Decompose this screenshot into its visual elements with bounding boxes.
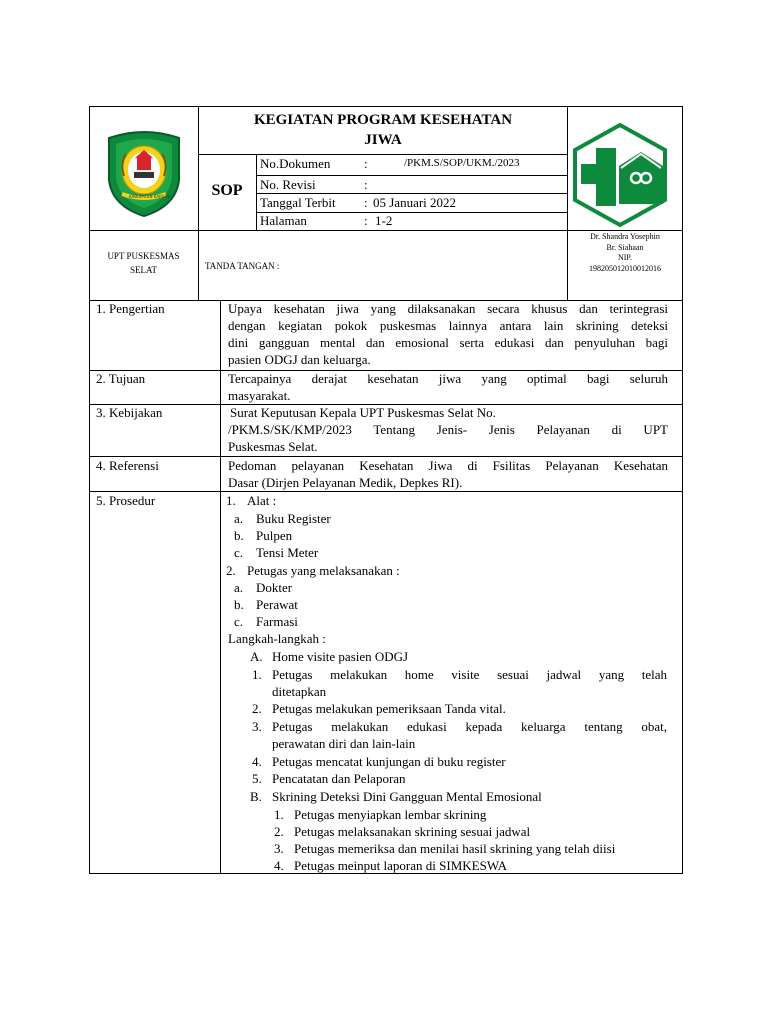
alat-item: Buku Register xyxy=(256,511,331,526)
doc-number-label: No.Dokumen xyxy=(260,156,331,171)
emblem-banner-text: KABUPATEN KAPUAS xyxy=(129,194,170,199)
revision-label: No. Revisi xyxy=(260,177,316,192)
petugas-title: Petugas yang melaksanakan : xyxy=(247,563,400,578)
tujuan-line: masyarakat. xyxy=(228,388,291,403)
petugas-item-marker: b. xyxy=(234,597,244,612)
a-step: Petugas melakukan home visite sesuai jadwal yang telah xyxy=(272,667,667,682)
pengertian-line: pasien ODGJ dan keluarga. xyxy=(228,352,371,367)
a-step: Petugas mencatat kunjungan di buku register xyxy=(272,754,506,769)
a-step-marker: 5. xyxy=(252,771,262,786)
signer-nip-label: NIP. xyxy=(617,253,632,262)
signer-nip: 198205012010012016 xyxy=(589,263,661,273)
alat-item-marker: a. xyxy=(234,511,244,526)
referensi-line: Pedoman pelayanan Kesehatan Jiwa di Fsilitas Pelayanan Kesehatan xyxy=(228,458,668,473)
tujuan-label: 2. Tujuan xyxy=(96,371,146,386)
langkah-title: Langkah-langkah : xyxy=(228,631,326,646)
pengertian-line: dini gangguan mental dan emosional serta edukasi dan penyuluhan bagi xyxy=(228,335,668,350)
b-step: Petugas memeriksa dan menilai hasil skrining yang telah diisi xyxy=(294,841,616,856)
doc-number-value: /PKM.S/SOP/UKM./2023 xyxy=(404,157,520,169)
puskesmas-logo xyxy=(569,122,671,228)
page-value: 1-2 xyxy=(375,213,393,228)
page-label: Halaman xyxy=(260,213,307,228)
kebijakan-line: Puskesmas Selat. xyxy=(228,439,318,454)
a-step-marker: 2. xyxy=(252,701,262,716)
petugas-item: Dokter xyxy=(256,580,293,595)
alat-item-marker: c. xyxy=(234,545,244,560)
tujuan-line: Tercapainya derajat kesehatan jiwa yang optimal bagi seluruh xyxy=(228,371,668,386)
issue-date-label: Tanggal Terbit xyxy=(260,195,336,210)
pengertian-line: dengan kegiatan pokok puskesmas lainnya antara lain skrining deteksi xyxy=(228,318,668,333)
revision-colon: : xyxy=(364,177,368,192)
a-step-marker: 3. xyxy=(252,719,262,734)
kebijakan-line: Surat Keputusan Kepala UPT Puskesmas Selat No. xyxy=(230,405,496,420)
petugas-item-marker: c. xyxy=(234,614,244,629)
regional-emblem-logo xyxy=(104,128,184,218)
referensi-label: 4. Referensi xyxy=(96,458,159,473)
b-step-marker: 4. xyxy=(274,858,284,873)
alat-item: Tensi Meter xyxy=(256,545,319,560)
page-colon: : xyxy=(364,213,368,228)
signer-block xyxy=(567,232,683,274)
signer-name-cont: Br. Siahaan xyxy=(606,242,644,252)
a-step-marker: 1. xyxy=(252,667,262,682)
petugas-item: Farmasi xyxy=(256,614,298,629)
section-b-marker: B. xyxy=(250,789,262,804)
b-step: Petugas melaksanakan skrining sesuai jadwal xyxy=(294,824,531,839)
issue-date-value: 05 Januari 2022 xyxy=(373,195,457,210)
referensi-line: Dasar (Dirjen Pelayanan Medik, Depkes RI). xyxy=(228,475,463,490)
petugas-item: Perawat xyxy=(256,597,298,612)
b-step: Petugas meinput laporan di SIMKESWA xyxy=(294,858,508,873)
a-step: Pencatatan dan Pelaporan xyxy=(272,771,406,786)
a-step-marker: 4. xyxy=(252,754,262,769)
section-b-title: Skrining Deteksi Dini Gangguan Mental Emosional xyxy=(272,789,542,804)
alat-number: 1. xyxy=(226,493,236,508)
alat-item-marker: b. xyxy=(234,528,244,543)
b-step-marker: 3. xyxy=(274,841,284,856)
document-title: KEGIATAN PROGRAM KESEHATAN JIWA xyxy=(253,112,513,148)
pengertian-label: 1. Pengertian xyxy=(96,301,165,316)
section-a-marker: A. xyxy=(250,649,263,664)
section-a-title: Home visite pasien ODGJ xyxy=(272,649,409,664)
doc-number-colon: : xyxy=(364,156,368,171)
kebijakan-label: 3. Kebijakan xyxy=(96,405,163,420)
org-name: UPT PUSKESMAS SELAT xyxy=(107,251,180,275)
a-step-cont: ditetapkan xyxy=(272,684,327,699)
b-step-marker: 1. xyxy=(274,807,284,822)
prosedur-label: 5. Prosedur xyxy=(96,493,156,508)
petugas-number: 2. xyxy=(226,563,236,578)
b-step-marker: 2. xyxy=(274,824,284,839)
pengertian-line: Upaya kesehatan jiwa yang dilaksanakan secara khusus dan terintegrasi xyxy=(228,301,668,316)
a-step: Petugas melakukan edukasi kepada keluarga tentang obat, xyxy=(272,719,667,734)
alat-title: Alat : xyxy=(247,493,277,508)
a-step-cont: perawatan diri dan lain-lain xyxy=(272,736,416,751)
kebijakan-line: /PKM.S/SK/KMP/2023 Tentang Jenis- Jenis Pelayanan di UPT xyxy=(228,422,668,437)
signature-label: TANDA TANGAN : xyxy=(205,261,280,271)
sop-label: SOP xyxy=(211,182,243,199)
signer-name: Dr. Shandra Yosephin xyxy=(590,232,660,241)
petugas-item-marker: a. xyxy=(234,580,244,595)
b-step: Petugas menyiapkan lembar skrining xyxy=(294,807,487,822)
issue-date-colon: : xyxy=(364,195,368,210)
alat-item: Pulpen xyxy=(256,528,293,543)
a-step: Petugas melakukan pemeriksaan Tanda vital. xyxy=(272,701,506,716)
